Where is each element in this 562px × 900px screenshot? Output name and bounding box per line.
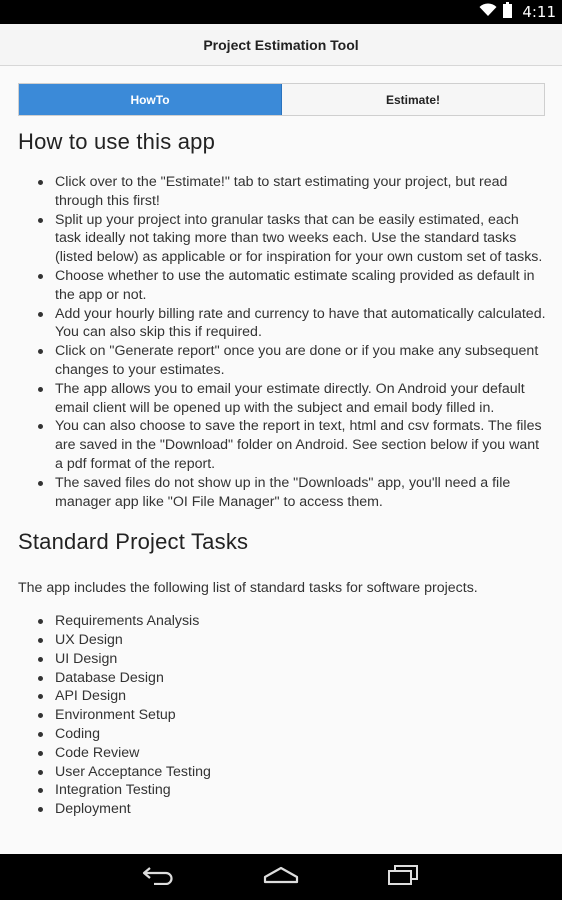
list-item: Choose whether to use the automatic estimate scaling provided as default in the app or not. <box>18 267 546 305</box>
recents-button[interactable] <box>382 862 424 892</box>
back-icon <box>142 865 176 890</box>
list-item: API Design <box>18 687 546 706</box>
list-item: Requirements Analysis <box>18 612 546 631</box>
list-item: The saved files do not show up in the "Downloads" app, you'll need a file manager app like "OI File Manager" to access them. <box>18 474 546 512</box>
list-item: UX Design <box>18 631 546 650</box>
list-item: Integration Testing <box>18 781 546 800</box>
list-item: The app allows you to email your estimate directly. On Android your default email client will be opened up with the subject and email body filled in. <box>18 380 546 418</box>
clock: 4:11 <box>522 3 556 21</box>
list-item: Split up your project into granular tasks that can be easily estimated, each task ideally not taking more than two weeks each. Use the standard tasks (listed below) as applicable or for inspiration for your own custom set of tasks. <box>18 211 546 267</box>
wifi-icon <box>479 3 497 22</box>
app-window <box>0 24 562 854</box>
list-item: You can also choose to save the report in text, html and csv formats. The files are saved in the "Download" folder on Android. See section below if you want a pdf format of the report. <box>18 417 546 473</box>
howto-list <box>18 173 546 511</box>
tab-bar <box>18 83 545 116</box>
content-area <box>18 129 546 819</box>
list-item: Database Design <box>18 669 546 688</box>
home-icon <box>263 865 299 890</box>
list-item: UI Design <box>18 650 546 669</box>
recents-icon <box>386 864 420 891</box>
standard-tasks-heading: Standard Project Tasks <box>18 529 249 555</box>
list-item: Click over to the "Estimate!" tab to start estimating your project, but read through this first! <box>18 173 546 211</box>
status-bar <box>0 0 562 24</box>
tab-howto[interactable]: HowTo <box>19 84 282 115</box>
howto-heading: How to use this app <box>18 129 216 154</box>
tab-estimate[interactable]: Estimate! <box>282 84 544 115</box>
back-button[interactable] <box>138 862 180 892</box>
app-title: Project Estimation Tool <box>203 36 359 53</box>
list-item: Add your hourly billing rate and currency to have that automatically calculated. You can also skip this if required. <box>18 305 546 343</box>
title-bar <box>0 24 562 66</box>
list-item: Environment Setup <box>18 706 546 725</box>
list-item: Click on "Generate report" once you are done or if you make any subsequent changes to your estimates. <box>18 342 546 380</box>
list-item: Code Review <box>18 744 546 763</box>
list-item: User Acceptance Testing <box>18 763 546 782</box>
list-item: Coding <box>18 725 546 744</box>
list-item: Deployment <box>18 800 546 819</box>
battery-icon <box>503 2 512 23</box>
home-button[interactable] <box>260 862 302 892</box>
standard-tasks-intro: The app includes the following list of standard tasks for software projects. <box>18 580 478 597</box>
status-icons <box>479 0 556 24</box>
navigation-bar <box>0 854 562 900</box>
task-list <box>18 612 546 819</box>
